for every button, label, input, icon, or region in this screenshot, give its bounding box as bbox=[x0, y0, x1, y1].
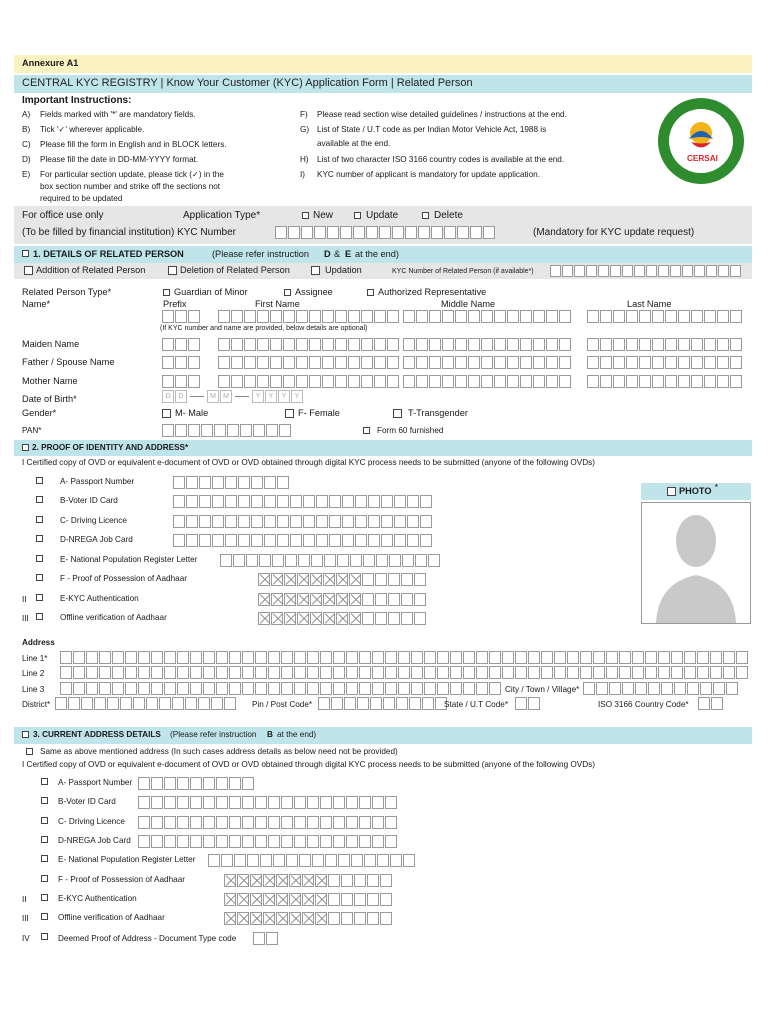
section3-checkbox[interactable] bbox=[22, 731, 29, 738]
s2-voter-label: B-Voter ID Card bbox=[60, 496, 118, 505]
pin-label: Pin / Post Code* bbox=[252, 700, 313, 709]
s3-aadhaar-possession-checkbox[interactable] bbox=[41, 875, 48, 882]
section2-title: 2. PROOF OF IDENTITY AND ADDRESS* bbox=[32, 443, 189, 452]
s2-driving-checkbox[interactable] bbox=[36, 516, 43, 523]
s3-nrega-checkbox[interactable] bbox=[41, 836, 48, 843]
office-use-label: For office use only bbox=[22, 210, 104, 221]
pin-boxes[interactable] bbox=[318, 697, 448, 710]
s2-aadhaar-possession-label: F - Proof of Possession of Aadhaar bbox=[60, 574, 187, 583]
country-code-boxes[interactable] bbox=[698, 697, 724, 710]
s2-roman-ii: II bbox=[22, 595, 27, 604]
s2-driving-label: C- Driving Licence bbox=[60, 516, 127, 525]
s3-aadhaar-possession-boxes[interactable] bbox=[328, 874, 393, 887]
section1-note-d: D bbox=[324, 249, 331, 259]
district-label: District* bbox=[22, 700, 51, 709]
s3-offline-checkbox[interactable] bbox=[41, 913, 48, 920]
s2-ekyc-boxes[interactable] bbox=[362, 593, 427, 606]
s2-npr-checkbox[interactable] bbox=[36, 555, 43, 562]
prefix-label: Prefix bbox=[163, 299, 187, 309]
transgender-label: T-Transgender bbox=[408, 408, 468, 418]
line2-label: Line 2 bbox=[22, 669, 45, 678]
form60-checkbox[interactable] bbox=[363, 427, 370, 434]
photo-checkbox[interactable] bbox=[667, 487, 676, 496]
addition-checkbox[interactable] bbox=[24, 266, 33, 275]
line1-boxes[interactable] bbox=[60, 651, 749, 664]
line3-boxes[interactable] bbox=[60, 682, 502, 695]
cersai-emblem-icon bbox=[669, 109, 733, 173]
photo-label: PHOTO bbox=[679, 486, 712, 496]
s2-offline-checkbox[interactable] bbox=[36, 613, 43, 620]
section3-title: 3. CURRENT ADDRESS DETAILS bbox=[33, 730, 161, 739]
s3-npr-checkbox[interactable] bbox=[41, 855, 48, 862]
s2-aadhaar-possession-masked-boxes bbox=[258, 573, 362, 586]
app-type-update-label: Update bbox=[366, 210, 399, 221]
s2-driving-boxes[interactable] bbox=[173, 515, 433, 528]
person-silhouette-icon bbox=[642, 503, 750, 623]
s2-ekyc-label: E-KYC Authentication bbox=[60, 594, 139, 603]
fi-kyc-number-boxes[interactable] bbox=[275, 226, 496, 239]
assignee-label: Assignee bbox=[295, 287, 333, 297]
male-label: M- Male bbox=[175, 408, 209, 418]
city-label: City / Town / Village* bbox=[505, 685, 580, 694]
same-address-label: Same as above mentioned address (In such cases address details as below need not be provided) bbox=[40, 747, 398, 756]
s3-offline-label: Offline verification of Aadhaar bbox=[58, 913, 165, 922]
deletion-label: Deletion of Related Person bbox=[180, 265, 290, 275]
s3-ekyc-label: E-KYC Authentication bbox=[58, 894, 137, 903]
s3-nrega-label: D-NREGA Job Card bbox=[58, 836, 131, 845]
s2-ekyc-checkbox[interactable] bbox=[36, 594, 43, 601]
s3-driving-checkbox[interactable] bbox=[41, 817, 48, 824]
s3-driving-label: C- Driving Licence bbox=[58, 817, 125, 826]
address-heading: Address bbox=[22, 638, 55, 647]
s3-nrega-boxes[interactable] bbox=[138, 835, 398, 848]
updation-checkbox[interactable] bbox=[311, 266, 320, 275]
middle-name-label: Middle Name bbox=[441, 299, 496, 309]
section1-title: 1. DETAILS OF RELATED PERSON bbox=[33, 249, 184, 259]
s3-roman-iv: IV bbox=[22, 934, 30, 943]
instructions-heading: Important Instructions: bbox=[22, 95, 132, 106]
guardian-checkbox[interactable] bbox=[163, 289, 170, 296]
guardian-label: Guardian of Minor bbox=[174, 287, 248, 297]
s2-passport-label: A- Passport Number bbox=[60, 477, 135, 486]
line3-label: Line 3 bbox=[22, 685, 45, 694]
s2-nrega-boxes[interactable] bbox=[173, 534, 433, 547]
s3-driving-boxes[interactable] bbox=[138, 816, 398, 829]
female-checkbox[interactable] bbox=[285, 409, 294, 418]
fi-kyc-mandatory-note: (Mandatory for KYC update request) bbox=[533, 227, 695, 238]
pan-boxes[interactable] bbox=[162, 424, 292, 437]
s3-voter-checkbox[interactable] bbox=[41, 797, 48, 804]
s3-deemed-checkbox[interactable] bbox=[41, 933, 48, 940]
section1-note-end: at the end) bbox=[355, 249, 399, 259]
state-code-boxes[interactable] bbox=[515, 697, 541, 710]
s3-voter-label: B-Voter ID Card bbox=[58, 797, 116, 806]
s3-ekyc-checkbox[interactable] bbox=[41, 894, 48, 901]
form60-label: Form 60 furnished bbox=[377, 426, 444, 435]
related-kyc-number-boxes[interactable] bbox=[550, 265, 742, 277]
s3-ekyc-boxes[interactable] bbox=[328, 893, 393, 906]
s2-offline-masked-boxes bbox=[258, 612, 362, 625]
s3-roman-ii: II bbox=[22, 895, 27, 904]
fi-kyc-number-label: (To be filled by financial institution) KYC Number bbox=[22, 227, 236, 238]
app-type-delete-checkbox[interactable] bbox=[422, 212, 429, 219]
s3-roman-iii: III bbox=[22, 914, 29, 923]
section3-note: (Please refer instruction bbox=[170, 730, 257, 739]
app-type-new-checkbox[interactable] bbox=[302, 212, 309, 219]
s3-npr-boxes[interactable] bbox=[208, 854, 416, 867]
same-address-checkbox[interactable] bbox=[26, 748, 33, 755]
s2-offline-label: Offline verification of Aadhaar bbox=[60, 613, 167, 622]
authorized-checkbox[interactable] bbox=[367, 289, 374, 296]
district-boxes[interactable] bbox=[55, 697, 237, 710]
optional-note: (If KYC number and name are provided, below details are optional) bbox=[160, 325, 368, 332]
s2-offline-boxes[interactable] bbox=[362, 612, 427, 625]
s2-nrega-label: D-NREGA Job Card bbox=[60, 535, 133, 544]
city-boxes[interactable] bbox=[583, 682, 739, 695]
last-name-label: Last Name bbox=[627, 299, 672, 309]
s3-npr-label: E- National Population Register Letter bbox=[58, 855, 196, 864]
section1-checkbox[interactable] bbox=[22, 250, 29, 257]
s2-aadhaar-possession-checkbox[interactable] bbox=[36, 574, 43, 581]
app-type-delete-label: Delete bbox=[434, 210, 463, 221]
dob-label: Date of Birth* bbox=[22, 394, 77, 404]
s3-passport-boxes[interactable] bbox=[138, 777, 255, 790]
application-type-label: Application Type* bbox=[183, 210, 261, 221]
app-type-update-checkbox[interactable] bbox=[354, 212, 361, 219]
addition-label: Addition of Related Person bbox=[36, 265, 146, 275]
s3-aadhaar-possession-label: F - Proof of Possession of Aadhaar bbox=[58, 875, 185, 884]
female-label: F- Female bbox=[298, 408, 340, 418]
photo-frame[interactable] bbox=[641, 502, 751, 624]
assignee-checkbox[interactable] bbox=[284, 289, 291, 296]
maiden-name-label: Maiden Name bbox=[22, 339, 80, 349]
related-person-type-label: Related Person Type* bbox=[22, 287, 112, 297]
s3-deemed-boxes[interactable] bbox=[253, 932, 279, 945]
s3-offline-boxes[interactable] bbox=[328, 912, 393, 925]
section3-cert-note: I Certified copy of OVD or equivalent e-document of OVD or OVD obtained through digital KYC process needs to be submitted (anyone of the following OVDs) bbox=[22, 760, 595, 769]
app-type-new-label: New bbox=[313, 210, 334, 221]
line2-boxes[interactable] bbox=[60, 666, 749, 679]
updation-label: Updation bbox=[325, 265, 362, 275]
deletion-checkbox[interactable] bbox=[168, 266, 177, 275]
section1-note: (Please refer instruction bbox=[212, 249, 310, 259]
s2-voter-checkbox[interactable] bbox=[36, 496, 43, 503]
s3-passport-checkbox[interactable] bbox=[41, 778, 48, 785]
s2-npr-boxes[interactable] bbox=[220, 554, 441, 567]
s2-npr-label: E- National Population Register Letter bbox=[60, 555, 198, 564]
country-code-label: ISO 3166 Country Code* bbox=[598, 700, 689, 709]
related-kyc-number-label: KYC Number of Related Person (if available*) bbox=[392, 268, 534, 275]
transgender-checkbox[interactable] bbox=[393, 409, 402, 418]
cersai-seal-logo bbox=[658, 98, 744, 184]
section2-cert-note: I Certified copy of OVD or equivalent e-document of OVD or OVD obtained through digital KYC process needs to be submitted (anyone of the following OVDs) bbox=[22, 458, 595, 467]
s3-passport-label: A- Passport Number bbox=[58, 778, 133, 787]
photo-required-mark: * bbox=[715, 484, 718, 491]
s2-nrega-checkbox[interactable] bbox=[36, 535, 43, 542]
cersai-logo-text: CERSAI bbox=[687, 154, 718, 163]
annexure-bar bbox=[14, 55, 752, 73]
section3-note-b: B bbox=[267, 730, 273, 739]
male-checkbox[interactable] bbox=[162, 409, 171, 418]
section1-note-amp: & bbox=[334, 249, 341, 259]
s3-voter-boxes[interactable] bbox=[138, 796, 398, 809]
form-title: CENTRAL KYC REGISTRY | Know Your Customer (KYC) Application Form | Related Person bbox=[22, 77, 473, 89]
s2-aadhaar-possession-boxes[interactable] bbox=[362, 573, 427, 586]
name-label: Name* bbox=[22, 299, 51, 309]
first-name-label: First Name bbox=[255, 299, 300, 309]
s3-aadhaar-possession-masked-boxes bbox=[224, 874, 328, 887]
s2-ekyc-masked-boxes bbox=[258, 593, 362, 606]
annexure-label: Annexure A1 bbox=[22, 58, 79, 68]
gender-label: Gender* bbox=[22, 408, 57, 418]
state-code-label: State / U.T Code* bbox=[444, 700, 509, 709]
father-spouse-label: Father / Spouse Name bbox=[22, 357, 115, 367]
s3-ekyc-masked-boxes bbox=[224, 893, 328, 906]
section1-note-e: E bbox=[345, 249, 352, 259]
authorized-label: Authorized Representative bbox=[378, 287, 487, 297]
line1-label: Line 1* bbox=[22, 654, 48, 663]
section3-note-end: at the end) bbox=[277, 730, 317, 739]
s3-deemed-label: Deemed Proof of Address - Document Type code bbox=[58, 934, 237, 943]
s2-passport-checkbox[interactable] bbox=[36, 477, 43, 484]
s2-passport-boxes[interactable] bbox=[173, 476, 290, 489]
pan-label: PAN* bbox=[22, 426, 42, 435]
mother-name-label: Mother Name bbox=[22, 376, 78, 386]
section2-checkbox[interactable] bbox=[22, 444, 29, 451]
dob-boxes[interactable]: D D M M Y Y Y Y bbox=[162, 390, 303, 403]
s2-voter-boxes[interactable] bbox=[173, 495, 433, 508]
s2-roman-iii: III bbox=[22, 614, 29, 623]
s3-offline-masked-boxes bbox=[224, 912, 328, 925]
